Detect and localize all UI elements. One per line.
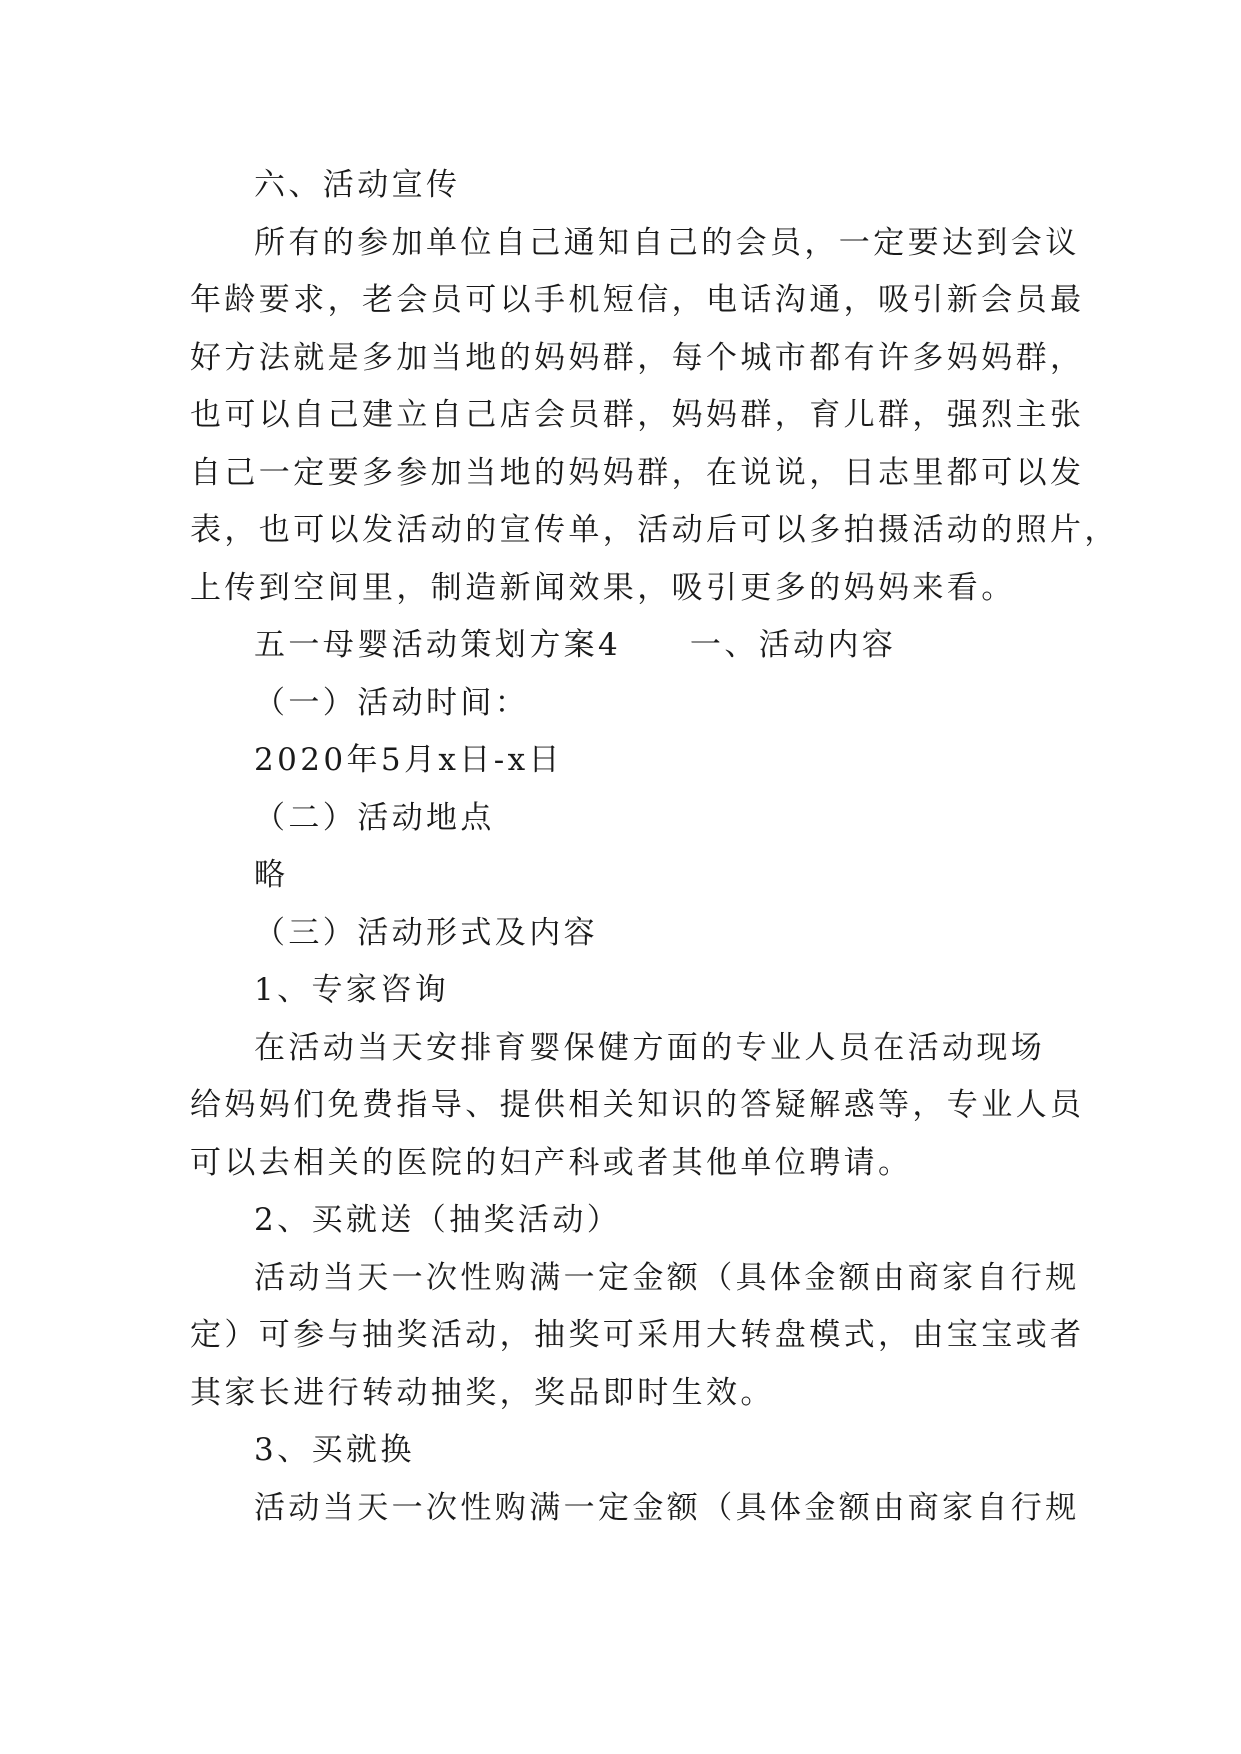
paragraph-line: 也可以自己建立自己店会员群，妈妈群，育儿群，强烈主张 [190,397,1085,433]
paragraph-line: 表，也可以发活动的宣传单，活动后可以多拍摄活动的照片， [190,512,1119,548]
section-heading-publicity: 六、活动宣传 [254,167,461,203]
paragraph-line: 好方法就是多加当地的妈妈群，每个城市都有许多妈妈群， [190,340,1085,376]
paragraph-line: 年龄要求，老会员可以手机短信，电话沟通，吸引新会员最 [190,282,1085,318]
paragraph-line: 定）可参与抽奖活动，抽奖可采用大转盘模式，由宝宝或者 [190,1317,1085,1353]
item-heading-lottery: 2、买就送（抽奖活动） [254,1202,622,1238]
paragraph-line: 其家长进行转动抽奖，奖品即时生效。 [190,1375,775,1411]
paragraph-line: 在活动当天安排育婴保健方面的专业人员在活动现场 [254,1030,1046,1066]
paragraph-line: 上传到空间里，制造新闻效果，吸引更多的妈妈来看。 [190,570,1016,606]
paragraph-line: 给妈妈们免费指导、提供相关知识的答疑解惑等，专业人员 [190,1087,1085,1123]
item-heading-exchange: 3、买就换 [254,1432,415,1468]
activity-date: 2020年5月x日-x日 [254,742,563,778]
paragraph-line: 所有的参加单位自己通知自己的会员，一定要达到会议 [254,225,1080,261]
subsection-heading-location: （二）活动地点 [254,800,495,836]
paragraph-line: 可以去相关的医院的妇产科或者其他单位聘请。 [190,1145,913,1181]
location-value: 略 [254,857,289,893]
paragraph-line: 活动当天一次性购满一定金额（具体金额由商家自行规 [254,1490,1080,1526]
paragraph-line: 自己一定要多参加当地的妈妈群，在说说，日志里都可以发 [190,455,1085,491]
item-heading-consultation: 1、专家咨询 [254,972,450,1008]
subsection-heading-format: （三）活动形式及内容 [254,915,598,951]
paragraph-line: 活动当天一次性购满一定金额（具体金额由商家自行规 [254,1260,1080,1296]
subsection-heading-time: （一）活动时间： [254,685,530,721]
plan-title-line: 五一母婴活动策划方案4 一、活动内容 [254,627,897,663]
